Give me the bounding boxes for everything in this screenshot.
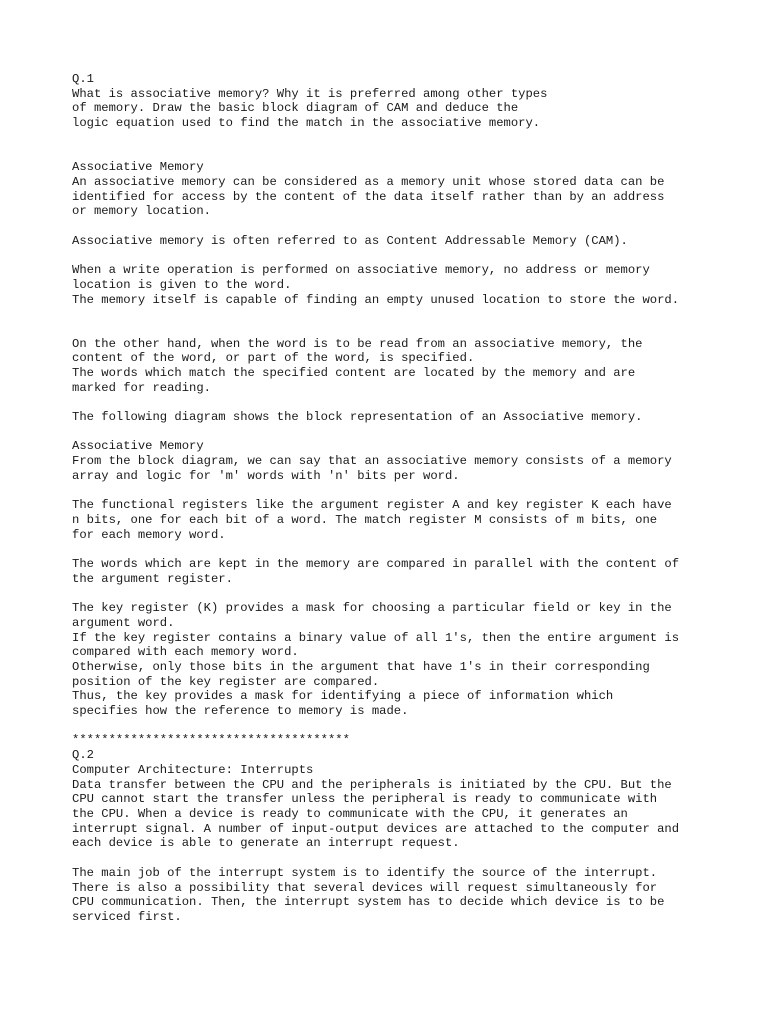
paragraph: Data transfer between the CPU and the peripherals is initiated by the CPU. But the CPU cannot start the transfer unless the peripheral is ready to communicate with the CPU. When a device is ready to communicate with the CPU, it generates an interrupt signal. A number of input-output devices are attached to the computer and each device is able to generate an interrupt request. (72, 777, 680, 851)
document-page (72, 72, 712, 925)
question-number: Q.1 (72, 72, 94, 86)
paragraph: From the block diagram, we can say that an associative memory consists of a memory array and logic for 'm' words with 'n' bits per word. (72, 454, 672, 483)
separator-line: ************************************** (72, 733, 350, 748)
paragraph: An associative memory can be considered as a memory unit whose stored data can be identified for access by the content of the data itself rather than by an address or memory location. (72, 174, 665, 219)
paragraph: Associative memory is often referred to as Content Addressable Memory (CAM). (72, 233, 628, 248)
question-number: Q.2 (72, 748, 94, 763)
section-heading: Associative Memory (72, 160, 204, 175)
paragraph: On the other hand, when the word is to be read from an associative memory, the content of the word, or part of the word, is specified. The words which match the specified content are located by the memory and are marked for reading. (72, 336, 643, 395)
paragraph: The following diagram shows the block representation of an Associative memory. (72, 410, 643, 425)
question-text: What is associative memory? Why it is preferred among other types of memory. Draw the basic block diagram of CAM and deduce the logic equation used to find the match in the associative memory. (72, 86, 548, 131)
paragraph: The main job of the interrupt system is to identify the source of the interrupt. There is also a possibility that several devices will request simultaneously for CPU communication. Then, the interrupt system has to decide which device is to be serviced first. (72, 865, 665, 924)
paragraph: The key register (K) provides a mask for choosing a particular field or key in the argument word. If the key register contains a binary value of all 1's, then the entire argument is compared with each memory word. Otherwise, only those bits in the argument that have 1's in their corresponding position of the key register are compared. Thus, the key provides a mask for identifying a piece of information which specifies how the reference to memory is made. (72, 601, 680, 719)
paragraph: The words which are kept in the memory are compared in parallel with the content of the argument register. (72, 557, 680, 586)
section-heading: Computer Architecture: Interrupts (72, 762, 314, 777)
paragraph: When a write operation is performed on associative memory, no address or memory location is given to the word. The memory itself is capable of finding an empty unused location to store the word. (72, 263, 680, 307)
paragraph: The functional registers like the argument register A and key register K each have n bits, one for each bit of a word. The match register M consists of m bits, one for each memory word. (72, 498, 672, 542)
section-heading: Associative Memory (72, 439, 204, 454)
